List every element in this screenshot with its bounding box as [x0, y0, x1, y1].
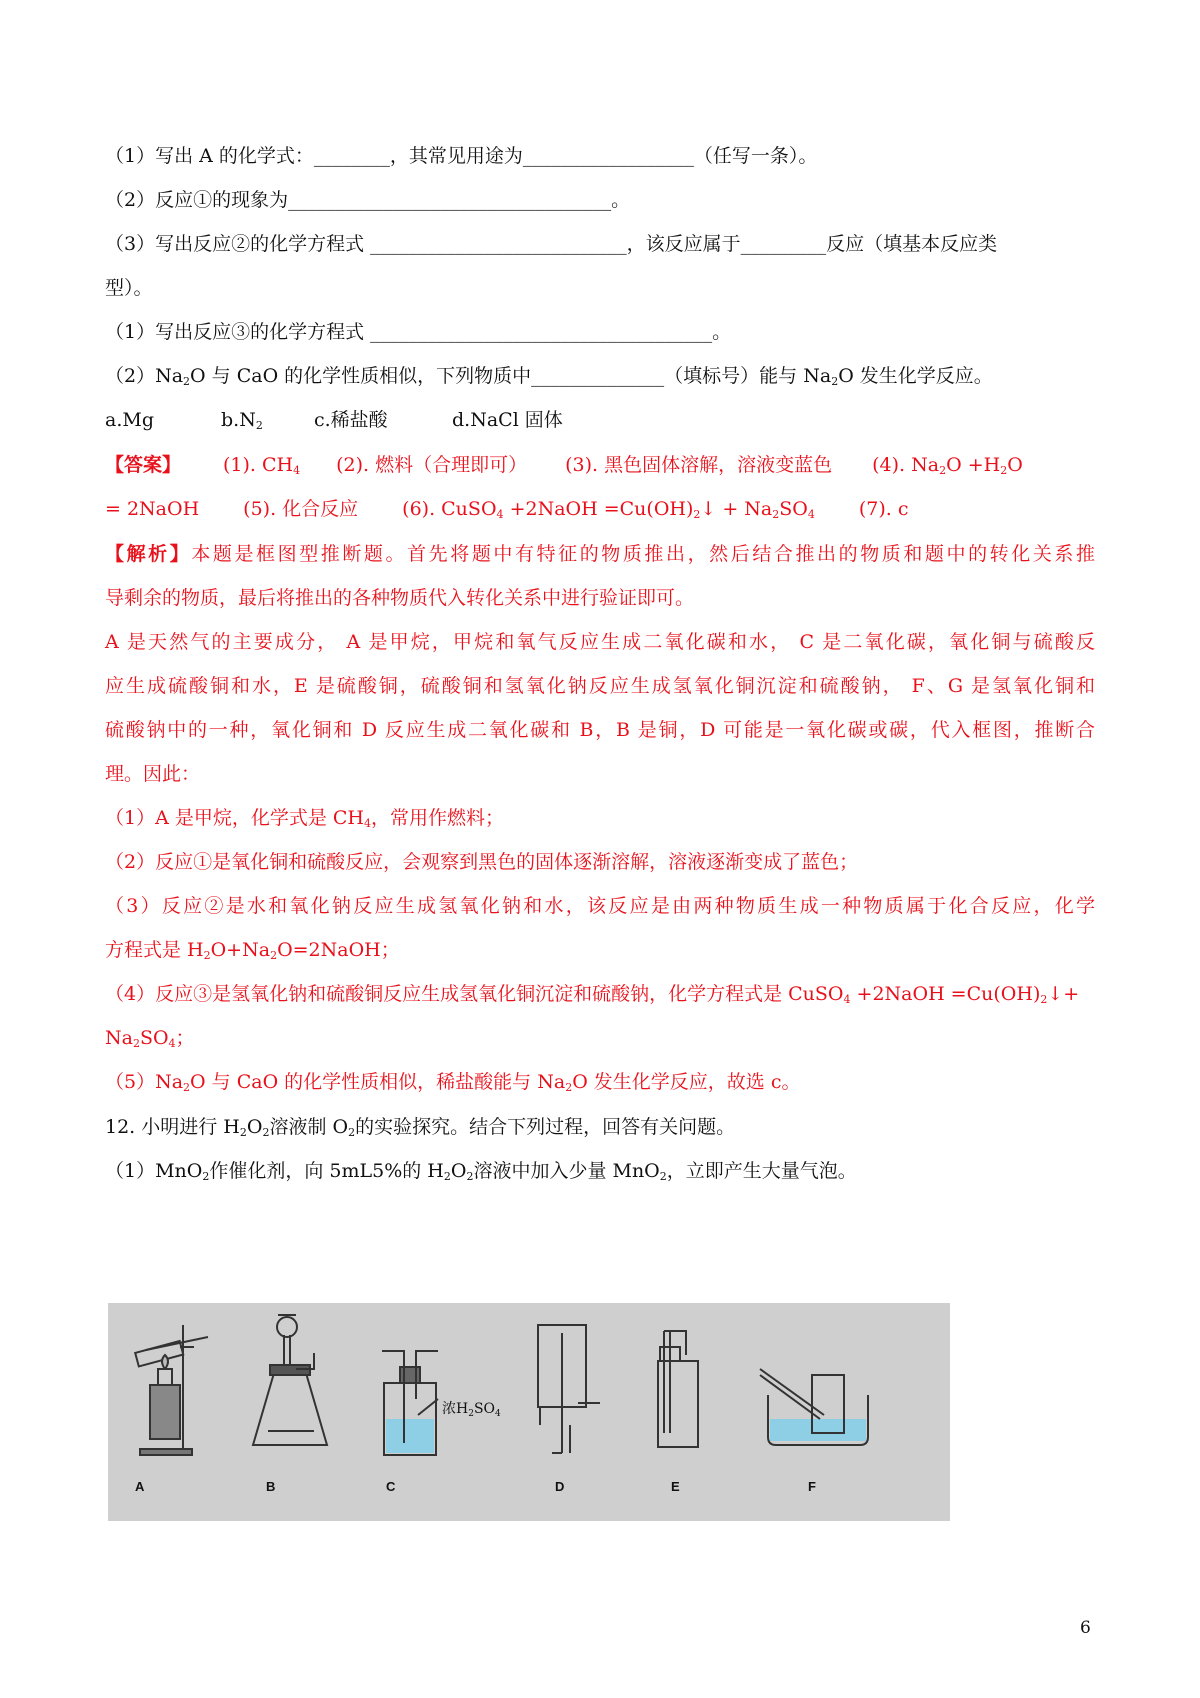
text-run: (2). 燃料（合理即可） — [336, 454, 528, 476]
subscript: 2 — [772, 508, 780, 521]
subscript: 2 — [659, 1170, 667, 1183]
label-c: C — [386, 1479, 396, 1494]
option-c: c.稀盐酸 — [314, 409, 388, 431]
subscript: 2 — [183, 375, 191, 388]
text-run: (4). Na — [872, 454, 940, 476]
text-run: （1）A 是甲烷，化学式是 CH — [105, 807, 364, 829]
subscript: 2 — [202, 1170, 210, 1183]
option-d: d.NaCl 固体 — [452, 409, 563, 431]
question-1-text: （1）写出 A 的化学式：________，其常见用途为 — [105, 145, 523, 167]
subscript: 4 — [168, 1037, 176, 1050]
text-run: O — [450, 1160, 467, 1182]
apparatus-d-downward-displacement — [538, 1325, 600, 1453]
subscript: 4 — [807, 508, 815, 521]
text-run: O 与 CaO 的化学性质相似，稀盐酸能与 Na — [190, 1071, 566, 1093]
subscript: 2 — [939, 464, 947, 477]
analysis-line-3: A 是天然气的主要成分， A 是甲烷，甲烷和氧气反应生成二氧化碳和水， C 是二氧化碳，氧化铜与硫酸反 — [105, 631, 1095, 653]
apparatus-e-upward-displacement — [658, 1331, 698, 1447]
text-run: 溶液中加入少量 MnO — [473, 1160, 660, 1182]
options-line — [105, 406, 1095, 434]
text-run: ↓ — [700, 498, 717, 520]
page-number: 6 — [1080, 1618, 1091, 1638]
subscript: 2 — [831, 375, 839, 388]
subscript: 4 — [293, 464, 301, 477]
option-a: a.Mg — [105, 409, 154, 431]
text-run: + Na — [716, 498, 773, 520]
subscript: 2 — [348, 1126, 356, 1139]
analysis-step-3-line-2 — [105, 936, 1095, 964]
apparatus-f-water-trough — [760, 1369, 868, 1445]
answer-line-1 — [105, 451, 1095, 479]
subscript: 2 — [1000, 464, 1008, 477]
answer-line-2 — [105, 495, 1095, 523]
annotation-subscript: 2 — [468, 1409, 474, 1419]
text-run: 的实验探究。结合下列过程，回答有关问题。 — [355, 1116, 736, 1138]
c-annotation-text — [442, 1401, 501, 1419]
annotation-run: 浓H — [442, 1401, 469, 1417]
text-run: (7). c — [858, 498, 909, 520]
subscript: 2 — [1040, 993, 1048, 1006]
text-run: O=2NaOH； — [277, 939, 400, 961]
analysis-line-1 — [105, 540, 1095, 568]
question-12-line-2 — [105, 1157, 1095, 1185]
analysis-step-2: （2）反应①是氧化铜和硫酸反应，会观察到黑色的固体逐渐溶解，溶液逐渐变成了蓝色； — [105, 851, 859, 873]
question-12-line-1 — [105, 1113, 1095, 1141]
analysis-step-4-line-2 — [105, 1024, 1095, 1052]
analysis-tag: 【解析】 — [105, 543, 192, 565]
subscript: 2 — [132, 1037, 140, 1050]
subscript: 2 — [239, 1126, 247, 1139]
question-line-6 — [105, 362, 1095, 390]
text-run: Na — [105, 1027, 133, 1049]
label-b: B — [266, 1479, 276, 1494]
answer-blank: __________________ — [522, 145, 694, 167]
apparatus-c-gas-washing-bottle — [382, 1351, 438, 1455]
text-run: +2NaOH =Cu(OH) — [850, 983, 1041, 1005]
analysis-step-3-line-1: （3）反应②是水和氧化钠反应生成氢氧化钠和水，该反应是由两种物质生成一种物质属于化合反应，化学 — [105, 895, 1095, 917]
text-run: O 发生化学反应，故选 c。 — [572, 1071, 801, 1093]
text-run: O — [1007, 454, 1023, 476]
subscript: 4 — [496, 508, 504, 521]
question-line-4: 型）。 — [105, 277, 153, 299]
text-run: （4）反应③是氢氧化钠和硫酸铜反应生成氢氧化铜沉淀和硫酸钠，化学方程式是 CuSO — [105, 983, 844, 1005]
label-e: E — [671, 1479, 680, 1494]
text-run: ，常用作燃料； — [371, 807, 505, 829]
subscript: 2 — [565, 1081, 573, 1094]
text-run: 本题是框图型推断题。首先将题中有特征的物质推出，然后结合推出的物质和题中的转化关系推 — [191, 543, 1095, 565]
annotation-subscript: 4 — [495, 1409, 501, 1419]
subscript: 2 — [255, 419, 263, 432]
text-run: 12. 小明进行 H — [105, 1116, 240, 1138]
subscript: 2 — [262, 1126, 270, 1139]
text-run: SO — [779, 498, 808, 520]
text-run: （1）MnO — [105, 1160, 203, 1182]
question-line-1 — [105, 142, 1095, 170]
apparatus-drawing — [108, 1303, 950, 1521]
text-run: (6). CuSO — [402, 498, 497, 520]
analysis-step-5 — [105, 1068, 1095, 1096]
question-line-2: （2）反应①的现象为__________________________________。 — [105, 189, 631, 211]
analysis-step-4-line-1 — [105, 980, 1095, 1008]
subscript: 4 — [843, 993, 851, 1006]
text-run: （2）Na — [105, 365, 184, 387]
text-run: O+Na — [210, 939, 271, 961]
c-annotation — [442, 1401, 501, 1419]
text-run: b.N — [221, 409, 256, 431]
text-run: 作催化剂，向 5mL5%的 H — [209, 1160, 444, 1182]
question-line-5: （1）写出反应③的化学方程式 ____________________________________。 — [105, 321, 732, 343]
text-run: +2NaOH =Cu(OH) — [503, 498, 694, 520]
question-line-3: （3）写出反应②的化学方程式 ___________________________，该反应属于_________反应（填基本反应类 — [105, 233, 998, 255]
apparatus-b-conical-flask — [253, 1315, 327, 1445]
subscript: 2 — [203, 949, 211, 962]
apparatus-a-heating-setup — [135, 1325, 208, 1455]
label-a: A — [135, 1479, 145, 1494]
text-run: SO — [139, 1027, 169, 1049]
option-b — [221, 406, 314, 434]
text-run: ，立即产生大量气泡。 — [666, 1160, 857, 1182]
subscript: 2 — [183, 1081, 191, 1094]
label-d: D — [555, 1479, 565, 1494]
analysis-line-5: 硫酸钠中的一种，氧化铜和 D 反应生成二氧化碳和 B，B 是铜，D 可能是一氧化碳或碳，代入框图，推断合 — [105, 719, 1095, 741]
label-f: F — [808, 1479, 816, 1494]
text-run: O 与 CaO 的化学性质相似，下列物质中______________（填标号）能与 Na — [190, 365, 832, 387]
analysis-line-6: 理。因此： — [105, 763, 201, 785]
lab-apparatus-figure — [108, 1303, 950, 1521]
text-run: O 发生化学反应。 — [838, 365, 993, 387]
question-1-suffix: （任写一条）。 — [693, 145, 818, 167]
text-run: (1). CH — [223, 454, 294, 476]
text-run: (3). 黑色固体溶解，溶液变蓝色 — [565, 454, 833, 476]
analysis-step-1 — [105, 804, 1095, 832]
annotation-run: SO — [473, 1401, 496, 1417]
text-run: O — [246, 1116, 263, 1138]
subscript: 4 — [364, 817, 371, 830]
subscript: 2 — [693, 508, 701, 521]
text-run: 溶液制 O — [269, 1116, 349, 1138]
subscript: 2 — [466, 1170, 474, 1183]
analysis-line-4: 应生成硫酸铜和水，E 是硫酸铜，硫酸铜和氢氧化钠反应生成氢氧化铜沉淀和硫酸钠， F、G 是氢氧化铜和 — [105, 675, 1095, 697]
text-run: 方程式是 H — [105, 939, 204, 961]
text-run: （5）Na — [105, 1071, 184, 1093]
subscript: 2 — [443, 1170, 451, 1183]
answer-tag: 【答案】 — [105, 454, 182, 476]
analysis-line-2: 导剩余的物质，最后将推出的各种物质代入转化关系中进行验证即可。 — [105, 587, 695, 609]
text-run: ； — [175, 1027, 195, 1049]
text-run: O +H — [946, 454, 1001, 476]
text-run: = 2NaOH — [105, 498, 200, 520]
text-run: (5). 化合反应 — [243, 498, 359, 520]
text-run: ↓+ — [1047, 983, 1080, 1005]
subscript: 2 — [270, 949, 278, 962]
